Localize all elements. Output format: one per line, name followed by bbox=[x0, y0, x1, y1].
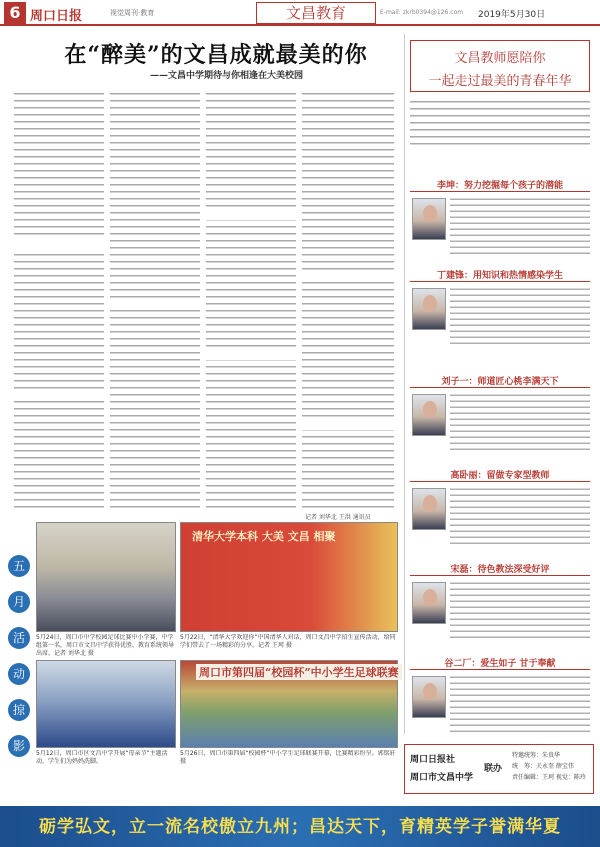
article-column-1 bbox=[14, 90, 104, 510]
stage-banner-text: 清华大学本科 大美 文昌 相聚 bbox=[192, 530, 336, 543]
teacher-heading: 高卧丽：留做专家型教师 bbox=[410, 468, 590, 482]
editor-credit-line: 统 筹：关永奎 薛宝伟 bbox=[512, 763, 574, 770]
teacher-portrait bbox=[412, 198, 446, 240]
article-column-2 bbox=[110, 90, 200, 510]
label-char: 影 bbox=[8, 735, 30, 757]
editor-credits bbox=[512, 750, 590, 783]
footer-slogan: 砺学弘文，立一流名校傲立九州；昌达天下，育精英学子誉满华夏 bbox=[39, 817, 561, 837]
issue-date: 2019年5月30日 bbox=[478, 10, 546, 20]
editor-credit-line: 特邀统筹：朱贵华 bbox=[512, 752, 561, 759]
sidebar-title-line-2: 一起走过最美的青春年华 bbox=[428, 74, 572, 89]
teacher-heading: 刘子一：师道匠心桃李满天下 bbox=[410, 374, 590, 388]
photo-caption: 5月12日，周口市区文昌中学开展“母亲节”主题活动，学生们为妈妈洗脚。 bbox=[36, 750, 168, 765]
football-banner-text: 周口市第四届“校园杯”中小学生足球联赛 bbox=[196, 664, 402, 680]
contact-org-2: 周口市文昌中学 bbox=[410, 773, 474, 783]
teacher-bio bbox=[450, 392, 590, 454]
teacher-bio bbox=[450, 196, 590, 258]
teacher-heading: 李坤：努力挖掘每个孩子的潜能 bbox=[410, 178, 590, 192]
teacher-heading: 丁建锋：用知识和热情感染学生 bbox=[410, 268, 590, 282]
article-headline: 在“醉美”的文昌成就最美的你 bbox=[64, 42, 368, 68]
teacher-bio bbox=[450, 580, 590, 642]
label-char: 动 bbox=[8, 663, 30, 685]
label-char: 五 bbox=[8, 555, 30, 577]
teacher-portrait bbox=[412, 488, 446, 530]
teacher-bio bbox=[450, 486, 590, 548]
photo-section-label bbox=[8, 555, 34, 755]
masthead-dept: 视觉周刊·教育 bbox=[110, 9, 155, 17]
label-char: 月 bbox=[8, 591, 30, 613]
photo-caption: 5月26日，周口市第四届“校园杯”中小学生足球联赛开幕，比赛精彩纷呈。郭铭轩 摄 bbox=[180, 750, 396, 765]
photo-caption: 5月24日，周口市中学校园足球比赛中小学赛，中学组第一名，周口市文昌中学获得优胜，教育系统领导出席。记者 刘华北 摄 bbox=[36, 634, 175, 657]
teacher-portrait bbox=[412, 676, 446, 718]
article-column-3 bbox=[206, 90, 296, 510]
masthead-contact: E-mail: zkrb0394@126.com bbox=[380, 9, 464, 16]
teacher-heading: 宋磊：待色教法深受好评 bbox=[410, 562, 590, 576]
teacher-portrait bbox=[412, 582, 446, 624]
teacher-bio bbox=[450, 286, 590, 348]
teacher-portrait bbox=[412, 288, 446, 330]
editor-credit-line: 责任编辑：王珂 视觉：陈玲 bbox=[512, 774, 586, 781]
sidebar-intro-text bbox=[410, 98, 590, 150]
teacher-heading: 谷二厂：爱生如子 甘于奉献 bbox=[410, 656, 590, 670]
article-column-4 bbox=[302, 90, 394, 510]
page-number: 6 bbox=[4, 2, 26, 24]
section-title: 文昌教育 bbox=[256, 2, 376, 24]
mothers-day-photo bbox=[36, 660, 176, 748]
sidebar-title-line-1: 文昌教师愿陪你 bbox=[454, 51, 546, 66]
teacher-bio bbox=[450, 674, 590, 736]
article-credit: 记者 刘华北 王洪 通讯员 bbox=[305, 514, 371, 521]
label-char: 掠 bbox=[8, 699, 30, 721]
article-subhead: ——文昌中学期待与你相逢在大美校园 bbox=[150, 71, 304, 81]
photo-caption: 5月22日，“清华大学欢迎你”中国清华人对话，周口文昌中学招生宣传活动，给同学们带去了一场精彩的分享。记者 王珂 摄 bbox=[180, 634, 396, 649]
teacher-portrait bbox=[412, 394, 446, 436]
contact-org-1: 周口日报社 bbox=[410, 755, 456, 765]
sidebar-title bbox=[410, 40, 590, 92]
classroom-photo bbox=[36, 522, 176, 632]
label-char: 活 bbox=[8, 627, 30, 649]
paper-name: 周口日报 bbox=[30, 9, 83, 24]
joint-label: 联办 bbox=[484, 764, 503, 774]
